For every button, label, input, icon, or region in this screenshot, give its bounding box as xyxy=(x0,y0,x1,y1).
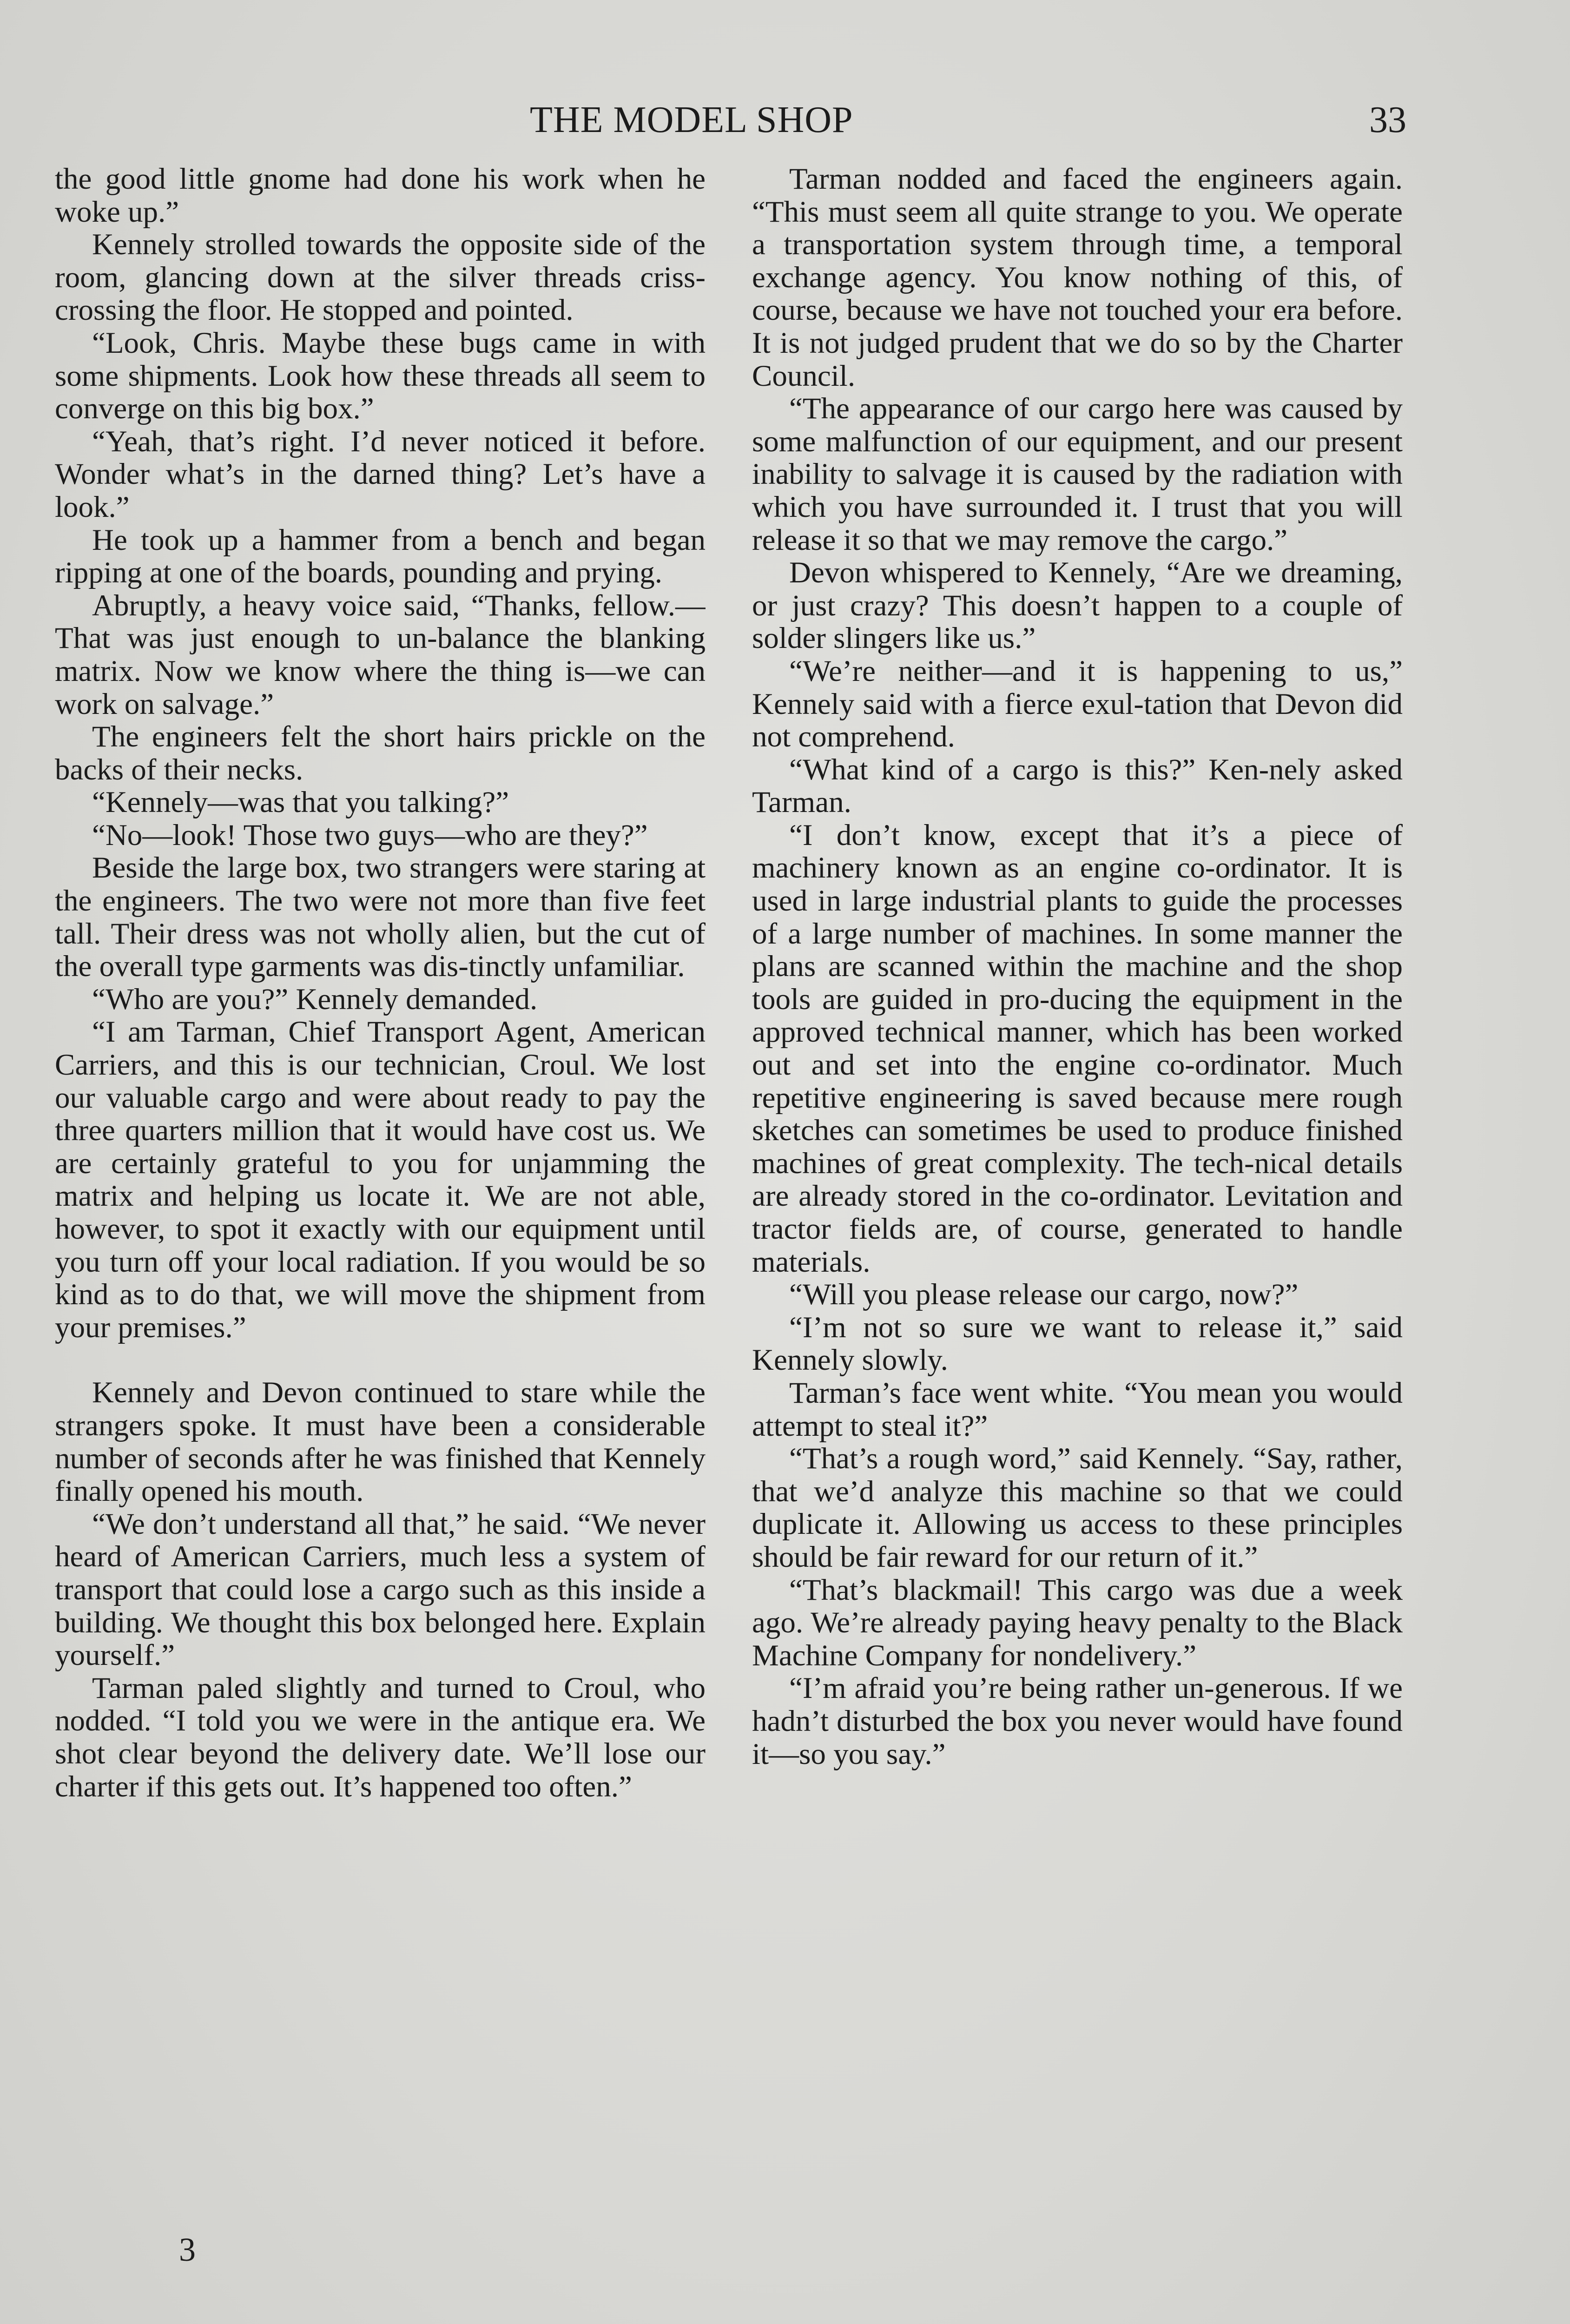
paragraph: Tarman paled slightly and turned to Croul, who nodded. “I told you we were in the antique era. We shot clear beyond the delivery date. We’ll lose our charter if this gets out. It’s happened too often.” xyxy=(55,1671,706,1803)
paragraph: “That’s a rough word,” said Kennely. “Say, rather, that we’d analyze this machine so that we could duplicate it. Allowing us access to these principles should be fair reward for our return of it.” xyxy=(752,1442,1403,1574)
paragraph: “No—look! Those two guys—who are they?” xyxy=(92,818,648,852)
paragraph: the good little gnome had done his work when he woke up.” xyxy=(55,163,706,229)
paragraph: He took up a hammer from a bench and began ripping at one of the boards, pounding and prying. xyxy=(55,523,706,590)
paragraph: “Look, Chris. Maybe these bugs came in with some shipments. Look how these threads all seem to converge on this big box.” xyxy=(55,326,706,426)
section-break xyxy=(55,1344,706,1376)
paragraph: “We don’t understand all that,” he said. “We never heard of American Carriers, much less a system of transport that could lose a cargo such as this inside a building. We thought this box belonged here. Explain yourself.” xyxy=(55,1507,706,1672)
left-column xyxy=(55,163,706,2240)
paragraph: “We’re neither—and it is happening to us,” Kennely said with a fierce exul-tation that Devon did not comprehend. xyxy=(752,654,1403,754)
paragraph: Devon whispered to Kennely, “Are we dreaming, or just crazy? This doesn’t happen to a couple of solder slingers like us.” xyxy=(752,556,1403,655)
running-head xyxy=(0,97,1570,143)
paragraph: “I don’t know, except that it’s a piece of machinery known as an engine co-ordinator. It is used in large industrial plants to guide the processes of a large number of machines. In some manner the plans are scanned within the machine and the shop tools are guided in pro-ducing the equipment in the approved technical manner, which has been worked out and set into the engine co-ordinator. Much repetitive engineering is saved because mere rough sketches can sometimes be used to produce finished machines of great complexity. The tech-nical details are already stored in the co-ordinator. Levitation and tractor fields are, of course, generated to handle materials. xyxy=(752,818,1403,1279)
paragraph: “Yeah, that’s right. I’d never noticed it before. Wonder what’s in the darned thing? Let’s have a look.” xyxy=(55,424,706,524)
page-number: 33 xyxy=(1369,99,1406,140)
paragraph: The engineers felt the short hairs prickle on the backs of their necks. xyxy=(55,720,706,786)
paragraph: “I am Tarman, Chief Transport Agent, American Carriers, and this is our technician, Croul. We lost our valuable cargo and were about ready to pay the three quarters million that it would have cost us. We are certainly grateful to you for unjamming the matrix and helping us locate it. We are not able, however, to spot it exactly with our equipment until you turn off your local radiation. If you would be so kind as to do that, we will move the shipment from your premises.” xyxy=(55,1015,706,1344)
paragraph: Kennely and Devon continued to stare while the strangers spoke. It must have been a considerable number of seconds after he was finished that Kennely finally opened his mouth. xyxy=(55,1376,706,1508)
paragraph: Kennely strolled towards the opposite side of the room, glancing down at the silver threads criss-crossing the floor. He stopped and pointed. xyxy=(55,228,706,327)
signature-mark: 3 xyxy=(179,2231,196,2268)
paragraph: “I’m afraid you’re being rather un-generous. If we hadn’t disturbed the box you never would have found it—so you say.” xyxy=(752,1671,1403,1771)
paragraph: “I’m not so sure we want to release it,” said Kennely slowly. xyxy=(752,1310,1403,1377)
paragraph: Abruptly, a heavy voice said, “Thanks, fellow.—That was just enough to un-balance the blanking matrix. Now we know where the thing is—we can work on salvage.” xyxy=(55,588,706,721)
paragraph: Tarman’s face went white. “You mean you would attempt to steal it?” xyxy=(752,1376,1403,1443)
paragraph: “That’s blackmail! This cargo was due a week ago. We’re already paying heavy penalty to the Black Machine Company for nondelivery.” xyxy=(752,1573,1403,1672)
paragraph: “Who are you?” Kennely demanded. xyxy=(92,982,538,1016)
paragraph: “Kennely—was that you talking?” xyxy=(92,786,509,819)
paragraph: “What kind of a cargo is this?” Ken-nely asked Tarman. xyxy=(752,753,1403,819)
paragraph: Tarman nodded and faced the engineers again. “This must seem all quite strange to you. We operate a transportation system through time, a temporal exchange agency. You know nothing of this, of course, because we have not touched your era before. It is not judged prudent that we do so by the Charter Council. xyxy=(752,163,1403,393)
paragraph: “Will you please release our cargo, now?” xyxy=(789,1278,1299,1312)
paragraph: Beside the large box, two strangers were staring at the engineers. The two were not more than five feet tall. Their dress was not wholly alien, but the cut of the overall type garments was dis-tinctly unfamiliar. xyxy=(55,851,706,984)
page-title: THE MODEL SHOP xyxy=(530,99,853,140)
paragraph: “The appearance of our cargo here was caused by some malfunction of our equipment, and our present inability to salvage it is caused by the radiation with which you have surrounded it. I trust that you will release it so that we may remove the cargo.” xyxy=(752,392,1403,557)
right-column xyxy=(752,163,1403,2240)
